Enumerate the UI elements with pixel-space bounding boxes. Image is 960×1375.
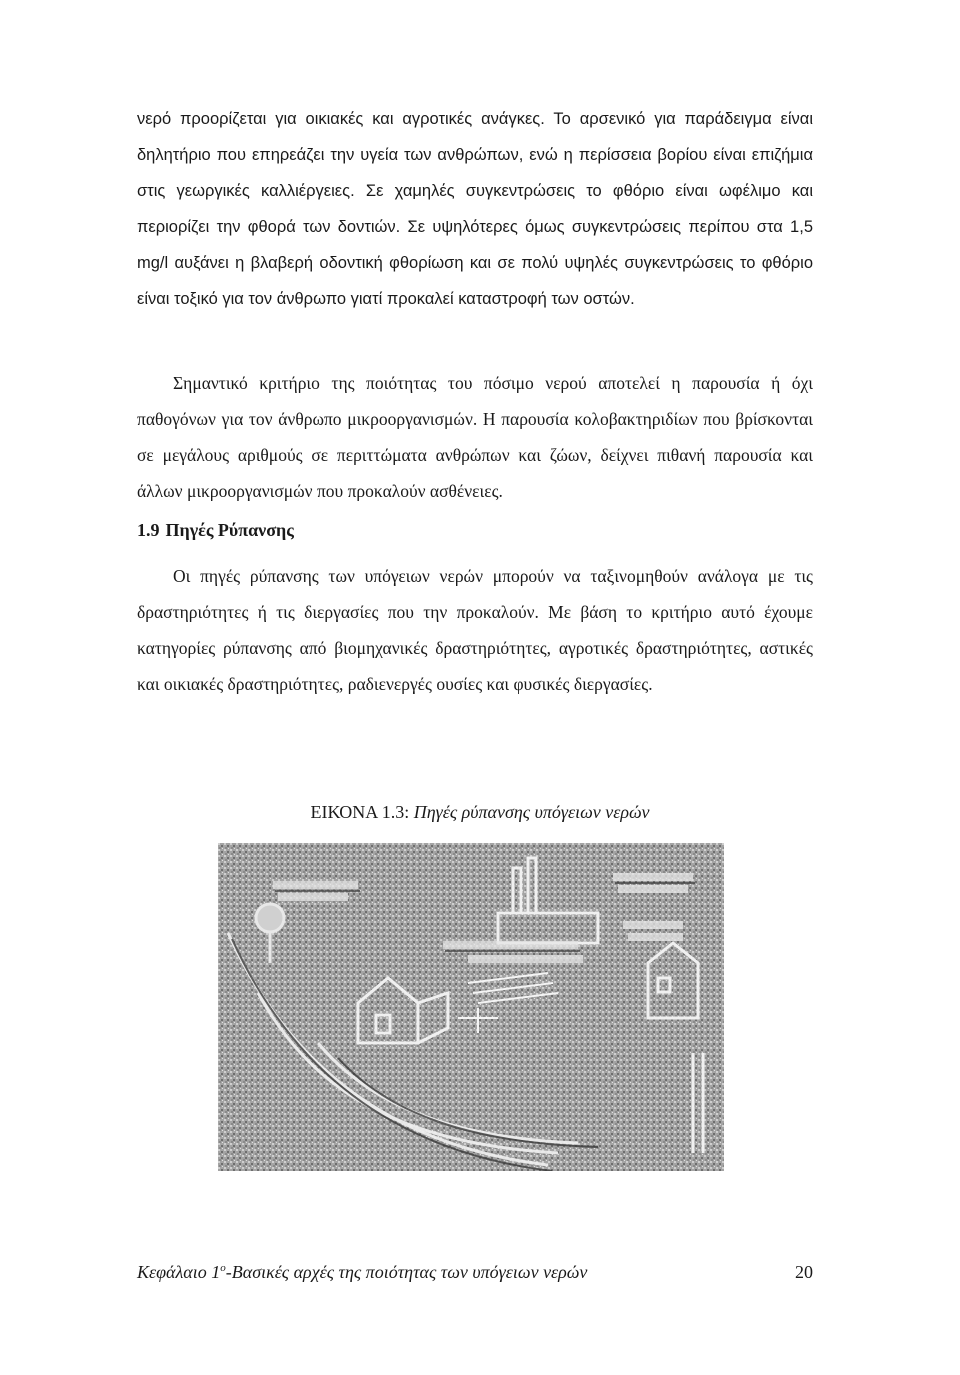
paragraph-water-chemistry: νερό προορίζεται για οικιακές και αγροτικές ανάγκες. Το αρσενικό για παράδειγμα είναι δηλητήριο που επηρεάζει την υγεία των ανθρώπων, ενώ η περίσσεια βορίου είναι επιζήμια στις γεωργικές καλλιέργειες. Σε χαμηλές συγκεντρώσεις το φθόριο είναι ωφέλιμο και περιορίζει την φθορά των δοντιών. Σε υψηλότερες όμως συγκεντρώσεις περίπου στα 1,5 mg/l αυξάνει η βλαβερή οδοντική φθορίωση και σε πολύ υψηλές συγκεντρώσεις το φθόριο είναι τοξικό για τον άνθρωπο γιατί προκαλεί καταστροφή των οστών.	[137, 110, 813, 308]
paragraph-pathogens: Σημαντικό κριτήριο της ποιότητας του πόσιμο νερού αποτελεί η παρουσία ή όχι παθογόνων για τον άνθρωπο μικροοργανισμών. Η παρουσία κολοβακτηριδίων που βρίσκονται σε μεγάλους αριθμούς σε περιττώματα ανθρώπων και ζώων, δείχνει πιθανή παρουσία και άλλων μικροοργανισμών που προκαλούν ασθένειες.	[137, 373, 813, 501]
section-number: 1.9	[137, 520, 160, 540]
pollution-sources-illustration	[218, 843, 724, 1171]
section-title: Πηγές Ρύπανσης	[165, 520, 294, 540]
footer-chapter-sup: ο	[220, 1262, 226, 1274]
page-number: 20	[795, 1262, 813, 1282]
figure-label: ΕΙΚΟΝΑ 1.3:	[310, 802, 410, 822]
figure-title: Πηγές ρύπανσης υπόγειων νερών	[413, 802, 650, 822]
pollution-sources-figure	[218, 843, 724, 1171]
footer-chapter-prefix: Κεφάλαιο 1	[137, 1262, 221, 1282]
footer-chapter-suffix: -Βασικές αρχές της ποιότητας των υπόγειων νερών	[225, 1262, 588, 1282]
page-footer	[137, 1262, 813, 1288]
section-heading	[137, 520, 294, 541]
footer-chapter-title	[137, 1262, 587, 1283]
paragraph-pollution-sources: Οι πηγές ρύπανσης των υπόγειων νερών μπορούν να ταξινομηθούν ανάλογα με τις δραστηριότητες ή τις διεργασίες που την προκαλούν. Με βάση το κριτήριο αυτό έχουμε κατηγορίες ρύπανσης από βιομηχανικές δραστηριότητες, αγροτικές δραστηριότητες, αστικές και οικιακές δραστηριότητες, ραδιενεργές ουσίες και φυσικές διεργασίες.	[137, 566, 813, 694]
figure-caption	[0, 802, 960, 823]
